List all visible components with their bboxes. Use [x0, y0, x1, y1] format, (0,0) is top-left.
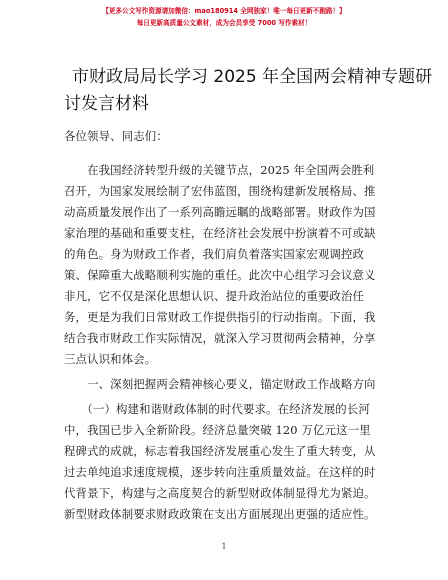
paragraph-line: 动高质量发展作出了一系列高瞻远瞩的战略部署。财政作为国 — [64, 205, 376, 219]
salutation: 各位领导、同志们： — [64, 129, 168, 143]
promo-banner — [0, 6, 448, 28]
paragraph-line: 结合我市财政工作实际情况，就深入学习贯彻两会精神，分享 — [64, 331, 376, 345]
intro-paragraph — [64, 160, 392, 370]
paragraph-line: 的角色。身为财政工作者，我们肩负着落实国家宏观调控政 — [64, 247, 365, 261]
promo-wechat-line: 【更多公文写作资源请加微信：mao180914 全网独家！唯一每日更新不跑路！】 — [102, 7, 346, 15]
paragraph-line: 三点认识和体会。 — [64, 352, 157, 366]
paragraph-line: 中，我国已步入全新阶段。经济总量突破 120 万亿元这一里 — [64, 423, 371, 437]
page-number: 1 — [221, 542, 227, 551]
section-heading: 一、深刻把握两会精神核心要义，锚定财政工作战略方向 — [64, 377, 376, 391]
title-line: 讨发言材料 — [64, 94, 149, 114]
document-title — [64, 64, 433, 118]
paragraph-line: 家治理的基础和重要支柱，在经济社会发展中扮演着不可或缺 — [64, 226, 376, 240]
paragraph-line: 过去单纯追求速度规模，逐步转向注重质量效益。在这样的时 — [64, 465, 376, 479]
paragraph-line: 代背景下，构建与之高度契合的新型财政体制显得尤为紧迫。 — [64, 486, 376, 500]
paragraph-line: 召开，为国家发展绘制了宏伟蓝图，围绕构建新发展格局、推 — [64, 184, 376, 198]
subheading-line: （一）构建和谐财政体制的时代要求。在经济发展的长河 — [64, 402, 370, 416]
paragraph-line: 新型财政体制要求财政政策在支出方面展现出更强的适应性。 — [64, 507, 376, 521]
paragraph-line: 策、保障重大战略顺利实施的重任。此次中心组学习会议意义 — [64, 268, 376, 282]
promo-membership-line: 每日更新高质量公文素材，成为会员享受 7000 写作素材！ — [136, 19, 312, 27]
paragraph-line: 务，更是为我们日常财政工作提供指引的行动指南。下面，我 — [64, 310, 376, 324]
document-body — [64, 126, 392, 525]
paragraph-line: 程碑式的成就，标志着我国经济发展重心发生了重大转变，从 — [64, 444, 376, 458]
title-line: 市财政局局长学习 2025 年全国两会精神专题研 — [72, 67, 433, 87]
paragraph-line: 在我国经济转型升级的关键节点，2025 年全国两会胜利 — [64, 163, 375, 177]
section-paragraph — [64, 399, 392, 525]
paragraph-line: 非凡，它不仅是深化思想认识、提升政治站位的重要政治任 — [64, 289, 365, 303]
